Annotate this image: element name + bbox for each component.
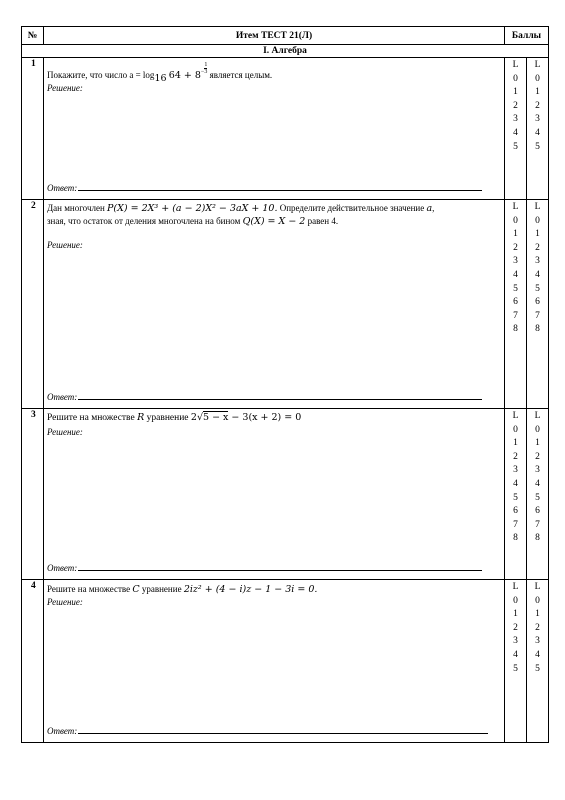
score-column-1 — [505, 58, 527, 200]
score-value[interactable]: 6 — [535, 506, 540, 517]
score-value[interactable]: 2 — [513, 242, 518, 253]
score-value[interactable]: 5 — [535, 492, 540, 503]
score-value[interactable]: 2 — [513, 622, 518, 633]
item-number: 3 — [22, 409, 44, 580]
answer-line[interactable] — [78, 181, 482, 191]
score-value[interactable]: 3 — [535, 465, 540, 476]
header-row — [22, 27, 549, 45]
item-content — [44, 409, 505, 580]
item-content — [44, 580, 505, 743]
score-value[interactable]: 1 — [513, 87, 518, 98]
score-value[interactable]: 8 — [513, 324, 518, 335]
score-column-2 — [527, 409, 549, 580]
score-value[interactable]: 8 — [535, 533, 540, 544]
score-value[interactable]: L — [512, 60, 519, 70]
score-list-b — [527, 410, 548, 546]
answer-field[interactable] — [47, 181, 482, 193]
answer-label: Ответ: — [47, 563, 78, 573]
score-value[interactable]: 4 — [535, 269, 540, 280]
score-list-a — [505, 59, 526, 154]
score-list-a — [505, 581, 526, 676]
score-value[interactable]: 5 — [513, 141, 518, 152]
score-value[interactable]: 1 — [513, 229, 518, 240]
score-value[interactable]: 5 — [535, 663, 540, 674]
score-value[interactable]: 0 — [513, 215, 518, 226]
section-title: I. Алгебра — [22, 45, 549, 58]
score-value[interactable]: 8 — [535, 324, 540, 335]
score-column-2 — [527, 58, 549, 200]
sqrt-expression: 5 − x — [203, 412, 229, 423]
score-list-a — [505, 201, 526, 337]
score-value[interactable]: 3 — [513, 636, 518, 647]
score-column-1 — [505, 580, 527, 743]
score-value[interactable]: L — [512, 582, 519, 592]
score-value[interactable]: 2 — [535, 242, 540, 253]
score-value[interactable]: 5 — [513, 663, 518, 674]
score-value[interactable]: 7 — [513, 310, 518, 321]
score-value[interactable]: 3 — [535, 256, 540, 267]
score-value[interactable]: 0 — [535, 595, 540, 606]
score-value[interactable]: 1 — [535, 609, 540, 620]
score-list-b — [527, 581, 548, 676]
score-column-2 — [527, 200, 549, 409]
binomial-formula: Q(X) = X − 2 — [242, 216, 306, 227]
task-text: Решите на множестве C уравнение 2iz² + (4 − i)z − 1 − 3i = 0. — [47, 584, 318, 595]
answer-line[interactable] — [78, 390, 482, 400]
score-value[interactable]: 6 — [535, 297, 540, 308]
score-value[interactable]: 4 — [513, 127, 518, 138]
answer-field[interactable] — [47, 390, 482, 402]
item-row-1 — [22, 58, 549, 200]
polynomial-formula: P(X) = 2X³ + (a − 2)X² − 3aX + 10. — [107, 203, 278, 214]
test-sheet — [21, 26, 548, 743]
item-content — [44, 58, 505, 200]
score-value[interactable]: 1 — [535, 438, 540, 449]
score-value[interactable]: 0 — [535, 73, 540, 84]
task-text: Решите на множестве R уравнение 2√5 − x − 3(x + 2) = 0 — [47, 412, 302, 423]
score-value[interactable]: 3 — [513, 256, 518, 267]
score-value[interactable]: 1 — [535, 229, 540, 240]
answer-line[interactable] — [78, 561, 482, 571]
complex-equation: 2iz² + (4 − i)z − 1 − 3i = 0. — [183, 584, 318, 595]
score-value[interactable]: 1 — [535, 87, 540, 98]
score-value[interactable]: 4 — [535, 127, 540, 138]
score-value[interactable]: 4 — [535, 649, 540, 660]
exponent-fraction: − $\frac{1}{3}$ — [200, 62, 208, 75]
score-list-b — [527, 59, 548, 154]
score-value[interactable]: 7 — [513, 519, 518, 530]
answer-field[interactable] — [47, 724, 488, 736]
answer-label: Ответ: — [47, 392, 78, 402]
score-value[interactable]: 1 — [513, 438, 518, 449]
score-value[interactable]: 2 — [535, 622, 540, 633]
item-number: 1 — [22, 58, 44, 200]
section-row — [22, 45, 549, 58]
score-value[interactable]: 2 — [513, 451, 518, 462]
score-value[interactable]: 7 — [535, 310, 540, 321]
item-row-4 — [22, 580, 549, 743]
score-value[interactable]: 0 — [513, 73, 518, 84]
solution-label: Решение: — [47, 240, 83, 250]
score-value[interactable]: 0 — [513, 595, 518, 606]
score-value[interactable]: 7 — [535, 519, 540, 530]
header-item: Итем ТЕСТ 21(Л) — [44, 27, 505, 45]
score-value[interactable]: 3 — [535, 114, 540, 125]
score-value[interactable]: L — [512, 202, 519, 212]
score-value[interactable]: 0 — [535, 215, 540, 226]
score-value[interactable]: 5 — [535, 283, 540, 294]
item-content — [44, 200, 505, 409]
score-value[interactable]: 3 — [513, 465, 518, 476]
header-number: № — [22, 27, 44, 45]
score-value[interactable]: 5 — [513, 283, 518, 294]
answer-label: Ответ: — [47, 726, 78, 736]
score-value[interactable]: 6 — [513, 297, 518, 308]
score-value[interactable]: 4 — [513, 269, 518, 280]
score-value[interactable]: 0 — [535, 424, 540, 435]
score-column-2 — [527, 580, 549, 743]
header-points: Баллы — [505, 27, 549, 45]
score-value[interactable]: L — [534, 60, 541, 70]
item-number: 2 — [22, 200, 44, 409]
solution-label: Решение: — [47, 427, 83, 437]
score-value[interactable]: 2 — [513, 100, 518, 111]
score-value[interactable]: 2 — [535, 100, 540, 111]
task-text: Дан многочлен P(X) = 2X³ + (a − 2)X² − 3aX + 10. Определите действительное значение a, зная, что остаток от деления многочлена на бином Q(X) = X − 2 равен 4. — [47, 203, 435, 227]
solution-label: Решение: — [47, 597, 83, 607]
score-value[interactable]: 8 — [513, 533, 518, 544]
score-value[interactable]: 6 — [513, 506, 518, 517]
score-value[interactable]: 5 — [535, 141, 540, 152]
score-value[interactable]: L — [512, 411, 519, 421]
score-column-1 — [505, 409, 527, 580]
score-value[interactable]: 4 — [513, 649, 518, 660]
task-text: Покажите, что число $a = \log_{16} 64 + 8-$ $\frac{1}{3}$ является целым. — [47, 62, 273, 84]
score-value[interactable]: 5 — [513, 492, 518, 503]
score-value[interactable]: L — [534, 411, 541, 421]
answer-field[interactable] — [47, 561, 482, 573]
test-table — [21, 26, 549, 743]
score-value[interactable]: 4 — [535, 478, 540, 489]
score-value[interactable]: 4 — [513, 478, 518, 489]
score-value[interactable]: L — [534, 582, 541, 592]
item-row-3 — [22, 409, 549, 580]
solution-label: Решение: — [47, 83, 83, 93]
answer-label: Ответ: — [47, 183, 78, 193]
score-list-a — [505, 410, 526, 546]
score-value[interactable]: 1 — [513, 609, 518, 620]
score-value[interactable]: 2 — [535, 451, 540, 462]
item-number: 4 — [22, 580, 44, 743]
score-column-1 — [505, 200, 527, 409]
answer-line[interactable] — [78, 724, 488, 734]
score-list-b — [527, 201, 548, 337]
score-value[interactable]: 3 — [535, 636, 540, 647]
score-value[interactable]: 0 — [513, 424, 518, 435]
item-row-2 — [22, 200, 549, 409]
score-value[interactable]: 3 — [513, 114, 518, 125]
score-value[interactable]: L — [534, 202, 541, 212]
